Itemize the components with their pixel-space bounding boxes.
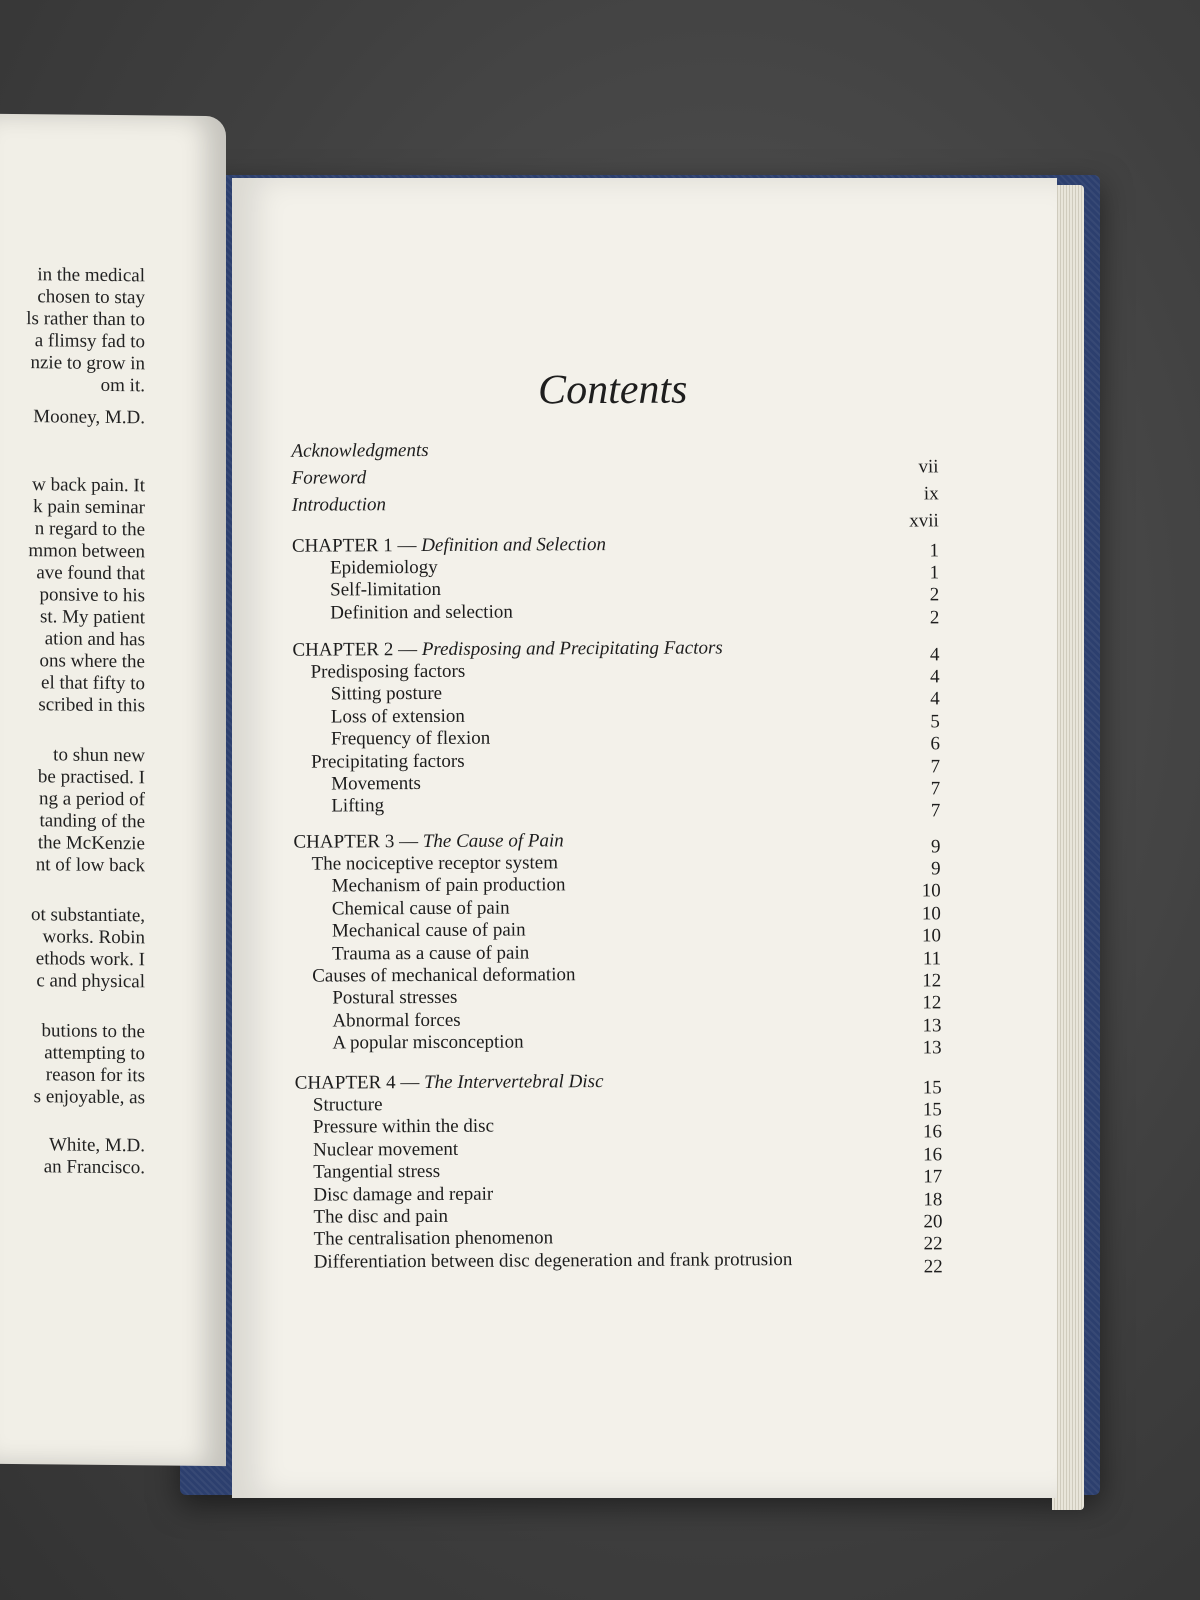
left-page-line: ot substantiate, [31, 904, 145, 927]
toc-entry: Mechanical cause of pain [331, 919, 526, 942]
left-page-line: n regard to the [34, 518, 145, 541]
page-number: 6 [930, 733, 941, 755]
chapter-number: CHAPTER 3 — [293, 831, 423, 853]
left-page-line: a flimsy fad to [34, 330, 145, 353]
left-page-line: scribed in this [38, 694, 145, 717]
left-page-line: ethods work. I [35, 948, 145, 971]
page-number: 7 [930, 800, 941, 822]
chapter-heading [295, 1071, 604, 1095]
page-number: 12 [922, 992, 942, 1014]
page-number: 4 [930, 688, 940, 710]
left-page-line: butions to the [41, 1020, 145, 1043]
left-page-line: attempting to [44, 1042, 145, 1065]
left-page [0, 114, 226, 1466]
toc-entry: Movements [331, 773, 421, 795]
left-page-line: mmon between [28, 540, 145, 563]
left-page-line: st. My patient [39, 606, 145, 629]
page-number: 22 [923, 1256, 943, 1278]
right-page [232, 178, 1057, 1498]
page-number: 2 [929, 607, 940, 629]
page-number: 13 [922, 1015, 942, 1037]
page-number: 15 [922, 1099, 942, 1121]
chapter-heading [293, 830, 563, 853]
toc-entry: Pressure within the disc [312, 1116, 495, 1138]
left-page-line: White, M.D. [48, 1134, 145, 1157]
left-page-line: nt of low back [35, 854, 145, 877]
toc-entry: Precipitating factors [311, 750, 465, 773]
toc-entry: Definition and selection [330, 601, 513, 624]
page-number: 10 [921, 925, 942, 947]
left-page-line: ng a period of [38, 788, 145, 811]
page-number: 13 [922, 1037, 942, 1059]
left-page-line: reason for its [45, 1064, 145, 1087]
left-page-line: c and physical [36, 970, 145, 993]
toc-entry: Sitting posture [330, 683, 443, 705]
left-page-line: to shun new [53, 744, 145, 767]
page-number: 5 [930, 711, 940, 733]
page-number: 7 [930, 778, 941, 800]
left-page-line: in the medical [37, 264, 145, 287]
left-page-line: om it. [100, 374, 145, 397]
chapter-number: CHAPTER 1 — [291, 535, 422, 557]
left-page-line: ons where the [39, 650, 145, 673]
chapter-title: The Intervertebral Disc [424, 1071, 604, 1094]
page-number: 18 [923, 1188, 943, 1210]
toc-entry: Causes of mechanical deformation [312, 964, 576, 987]
left-page-line: chosen to stay [37, 286, 145, 309]
toc-entry: Self-limitation [330, 579, 442, 601]
left-page-line: tanding of the [39, 810, 145, 833]
toc-entry: The centralisation phenomenon [313, 1227, 554, 1250]
chapter-number: CHAPTER 4 — [294, 1072, 425, 1094]
left-page-line: the McKenzie [37, 832, 145, 855]
page-number: 10 [921, 880, 941, 902]
toc-entry: Loss of extension [330, 705, 465, 728]
toc-entry: Chemical cause of pain [331, 897, 510, 920]
toc-entry: Trauma as a cause of pain [332, 942, 530, 965]
toc-entry: Abnormal forces [332, 1009, 461, 1032]
chapter-heading [292, 534, 606, 558]
toc-entry: The disc and pain [313, 1205, 449, 1228]
toc-entry: Disc damage and repair [313, 1183, 494, 1206]
page-number: 9 [930, 836, 941, 858]
left-page-line: s enjoyable, as [33, 1086, 145, 1109]
page-number: 4 [930, 666, 940, 688]
toc-entry: Lifting [331, 795, 385, 817]
toc-entry: Postural stresses [332, 987, 458, 1009]
toc-entry: Tangential stress [313, 1161, 441, 1183]
page-number: 1 [929, 540, 940, 562]
left-page-line: k pain seminar [33, 496, 145, 519]
toc-entry: The nociceptive receptor system [311, 852, 559, 875]
left-page-line: ponsive to his [39, 584, 145, 607]
left-page-line: ave found that [36, 562, 145, 585]
left-page-line: nzie to grow in [30, 352, 145, 375]
toc-entry: Differentiation between disc degeneration and frank protrusion [313, 1248, 793, 1273]
toc-entry: Mechanism of pain production [331, 874, 566, 897]
page-number: 2 [929, 584, 940, 606]
page-number: xvii [909, 510, 939, 532]
page-number: 10 [921, 903, 941, 925]
page-number: 1 [929, 562, 940, 584]
page-number: 9 [931, 858, 941, 880]
toc-entry: Nuclear movement [313, 1138, 459, 1161]
page-number: ix [923, 483, 939, 505]
page-number: 20 [923, 1211, 943, 1233]
chapter-heading [292, 637, 722, 661]
toc-front-matter-entry: Introduction [291, 494, 387, 516]
toc-entry: Frequency of flexion [330, 727, 491, 750]
left-page-line: ls rather than to [26, 308, 145, 331]
page-number: 4 [929, 644, 940, 666]
toc-entry: Predisposing factors [310, 660, 466, 683]
left-page-line: el that fifty to [41, 672, 145, 695]
table-of-contents [232, 178, 1057, 1498]
page-number: 22 [923, 1233, 943, 1255]
chapter-title: The Cause of Pain [422, 830, 564, 853]
page-title: Contents [537, 366, 688, 414]
chapter-title: Definition and Selection [421, 534, 606, 557]
chapter-title: Predisposing and Precipitating Factors [421, 637, 723, 661]
page-number: vii [918, 456, 939, 478]
left-page-line: ation and has [44, 628, 145, 651]
page-number: 16 [923, 1144, 943, 1166]
page-number: 16 [922, 1121, 943, 1143]
left-page-line: w back pain. It [32, 474, 145, 497]
page-number: 17 [923, 1166, 943, 1188]
left-page-line: Mooney, M.D. [33, 406, 145, 429]
left-page-line: an Francisco. [43, 1156, 145, 1179]
page-number: 12 [922, 970, 942, 992]
chapter-number: CHAPTER 2 — [292, 639, 422, 661]
toc-front-matter-entry: Foreword [291, 467, 367, 489]
left-page-line: be practised. I [37, 766, 145, 789]
page-number: 15 [922, 1077, 942, 1099]
toc-entry: Epidemiology [329, 556, 438, 579]
toc-entry: Structure [312, 1094, 383, 1116]
toc-front-matter-entry: Acknowledgments [291, 439, 429, 462]
left-page-line: works. Robin [42, 926, 145, 949]
left-page-text [0, 264, 145, 1179]
page-number: 11 [922, 947, 942, 969]
page-number: 7 [930, 755, 941, 777]
toc-entry: A popular misconception [332, 1031, 524, 1054]
